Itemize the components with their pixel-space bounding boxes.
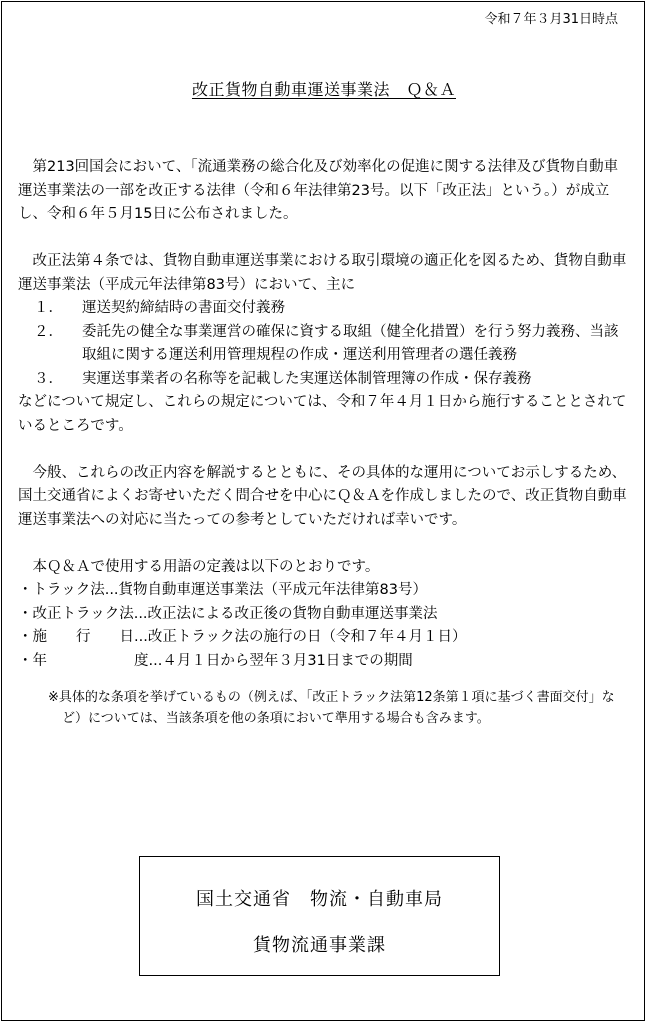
- paragraph-enactment: 第213回国会において、「流通業務の総合化及び効率化の促進に関する法律及び貨物自動車運送事業法の一部を改正する法律（令和６年法律第23号。以下「改正法」という。）が成立し、令和６年５月15日に公布されました。: [18, 159, 619, 222]
- definition-term: ・年 度...: [18, 652, 163, 669]
- document-body: [18, 156, 630, 729]
- page-title-text: 改正貨物自動車運送事業法 Ｑ＆Ａ: [191, 80, 456, 99]
- definition-row: [18, 579, 630, 603]
- list-item-number: ２．: [34, 323, 63, 340]
- definition-desc: 改正法による改正後の貨物自動車運送事業法: [147, 605, 438, 622]
- definitions-intro: 本Ｑ＆Ａで使用する用語の定義は以下のとおりです。: [32, 558, 380, 575]
- definition-desc: 貨物自動車運送事業法（平成元年法律第83号）: [118, 582, 427, 598]
- paragraph-article4: 改正法第４条では、貨物自動車運送事業における取引環境の適正化を図るため、貨物自動車運送事業法（平成元年法律第83号）において、主に: [18, 253, 627, 293]
- definition-term: ・トラック法...: [18, 582, 119, 598]
- definition-row: [18, 603, 630, 627]
- issuer-box: [139, 856, 500, 976]
- definitions-list: [18, 579, 630, 673]
- definition-term: ・改正トラック法...: [18, 605, 148, 622]
- definition-desc: ４月１日から翌年３月31日までの期間: [162, 652, 413, 669]
- list-item-text: 運送契約締結時の書面交付義務: [82, 300, 285, 316]
- list-item: [18, 368, 630, 392]
- definition-desc: 改正トラック法の施行の日（令和７年４月１日）: [147, 629, 467, 645]
- page-title: [0, 77, 648, 100]
- list-item-text: 実運送事業者の名称等を記載した実運送体制管理簿の作成・保存義務: [82, 370, 532, 387]
- list-item-text: 委託先の健全な事業運営の確保に資する取組（健全化措置）を行う努力義務、当該取組に関する運送利用管理規程の作成・運送利用管理者の選任義務: [82, 323, 619, 363]
- definition-term: ・施 行 日...: [18, 629, 148, 645]
- paragraph-purpose: 今般、これらの改正内容を解説するとともに、その具体的な運用についてお示しするため、国土交通省によくお寄せいただく問合せを中心にＱ＆Ａを作成しましたので、改正貨物自動車運送事業法への対応に当たっての参考としていただければ幸いです。: [18, 464, 627, 528]
- list-item-number: ３．: [34, 370, 63, 387]
- footnote-text: ※具体的な条項を挙げているもの（例えば、「改正トラック法第12条第１項に基づく書面交付」など）については、当該条項を他の条項において準用する場合も含みます。: [48, 690, 615, 726]
- list-item: [18, 321, 630, 368]
- issuer-division: 貨物流通事業課: [253, 935, 386, 956]
- definition-row: [18, 650, 630, 674]
- list-item-number: １．: [34, 300, 63, 316]
- as-of-date: 令和７年３月31日時点: [484, 12, 618, 27]
- footnote: [18, 687, 630, 729]
- list-item: [18, 297, 630, 321]
- paragraph-article4-end: などについて規定し、これらの規定については、令和７年４月１日から施行することとされているところです。: [18, 394, 627, 434]
- definition-row: [18, 626, 630, 650]
- issuer-ministry: 国土交通省 物流・自動車局: [196, 889, 443, 910]
